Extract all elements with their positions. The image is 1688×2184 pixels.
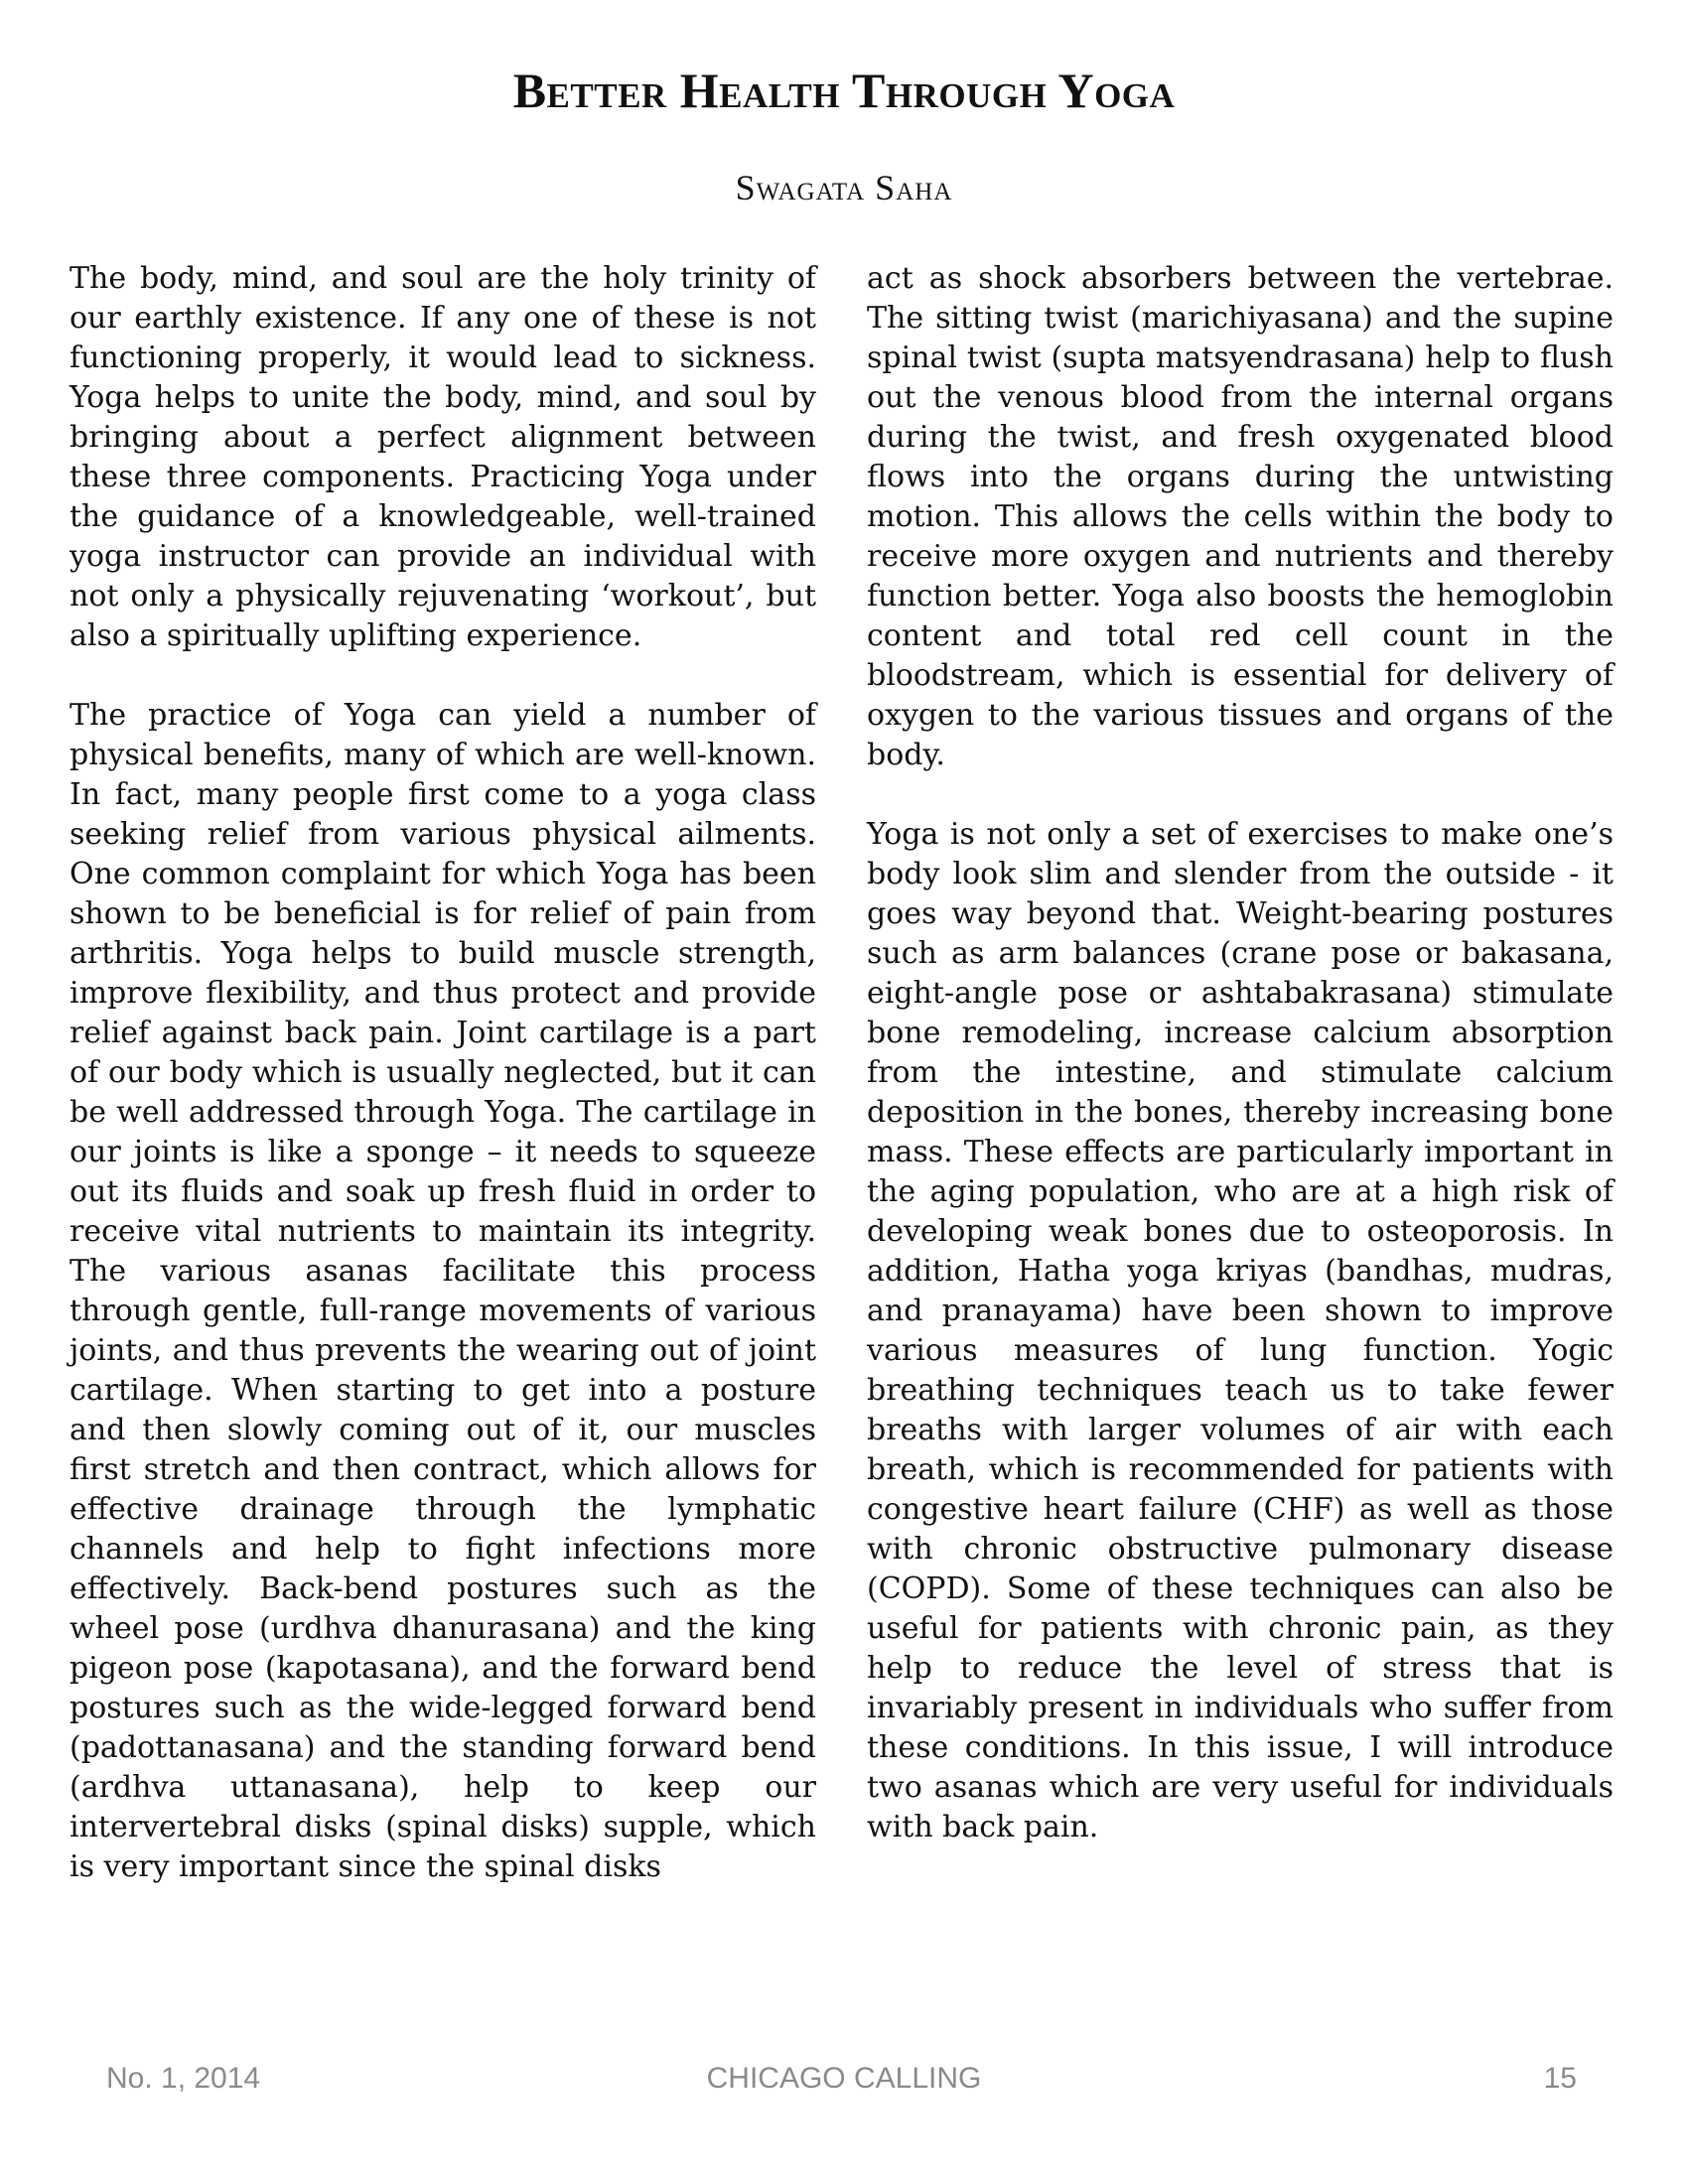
body-paragraph: The body, mind, and soul are the holy trinity of our earthly existence. If any one of these is not functioning properly, it would lead to sickness. Yoga helps to unite the body, mind, and soul by bringing about a perfect alignment between these three components. Practicing Yoga under the guidance of a knowledgeable, well-trained yoga instructor can provide an individual with not only a physically rejuvenating ‘workout’, but also a spiritually uplifting experience. xyxy=(70,261,816,653)
footer-page-number: 15 xyxy=(1543,2062,1577,2095)
article-author: Swagata Saha xyxy=(735,168,953,207)
footer-issue: No. 1, 2014 xyxy=(106,2062,261,2095)
footer-publication: CHICAGO CALLING xyxy=(706,2062,982,2095)
body-paragraph: Yoga is not only a set of exercises to make one’s body look slim and slender from the outside - it goes way beyond that. Weight-bearing postures such as arm balances (crane pose or bakasana, eight-angle pose or ashtabakrasana) stimulate bone remodeling, increase calcium absorption from the intestine, and stimulate calcium deposition in the bones, thereby increasing bone mass. These effects are particularly important in the aging population, who are at a high risk of developing weak bones due to osteoporosis. In addition, Hatha yoga kriyas (bandhas, mudras, and pranayama) have been shown to improve various measures of lung function. Yogic breathing techniques teach us to take fewer breaths with larger volumes of air with each breath, which is recommended for patients with congestive heart failure (CHF) as well as those with chronic obstructive pulmonary disease (COPD). Some of these techniques can also be useful for patients with chronic pain, as they help to reduce the level of stress that is invariably present in individuals who suffer from these conditions. In this issue, I will introduce two asanas which are very useful for individuals with back pain. xyxy=(867,817,1614,1844)
body-paragraph: act as shock absorbers between the vertebrae. The sitting twist (marichiyasana) and the supine spinal twist (supta matsyendrasana) help to flush out the venous blood from the internal organs during the twist, and fresh oxygenated blood flows into the organs during the untwisting motion. This allows the cells within the body to receive more oxygen and nutrients and thereby function better. Yoga also boosts the hemoglobin content and total red cell count in the bloodstream, which is essential for delivery of oxygen to the various tissues and organs of the body. xyxy=(867,261,1614,772)
article-title: Better Health Through Yoga xyxy=(512,63,1176,118)
left-column xyxy=(70,259,816,1927)
right-column xyxy=(867,259,1614,1887)
body-paragraph: The practice of Yoga can yield a number of physical benefits, many of which are well-known. In fact, many people first come to a yoga class seeking relief from various physical ailments. One common complaint for which Yoga has been shown to be beneficial is for relief of pain from arthritis. Yoga helps to build muscle strength, improve flexibility, and thus protect and provide relief against back pain. Joint cartilage is a part of our body which is usually neglected, but it can be well addressed through Yoga. The cartilage in our joints is like a sponge – it needs to squeeze out its fluids and soak up fresh fluid in order to receive vital nutrients to maintain its integrity. The various asanas facilitate this process through gentle, full-range movements of various joints, and thus prevents the wearing out of joint cartilage. When starting to get into a posture and then slowly coming out of it, our muscles first stretch and then contract, which allows for effective drainage through the lymphatic channels and help to fight infections more effectively. Back-bend postures such as the wheel pose (urdhva dhanurasana) and the king pigeon pose (kapotasana), and the forward bend postures such as the wide-legged forward bend (padottanasana) and the standing forward bend (ardhva uttanasana), help to keep our intervertebral disks (spinal disks) supple, which is very important since the spinal disks xyxy=(70,698,816,1884)
